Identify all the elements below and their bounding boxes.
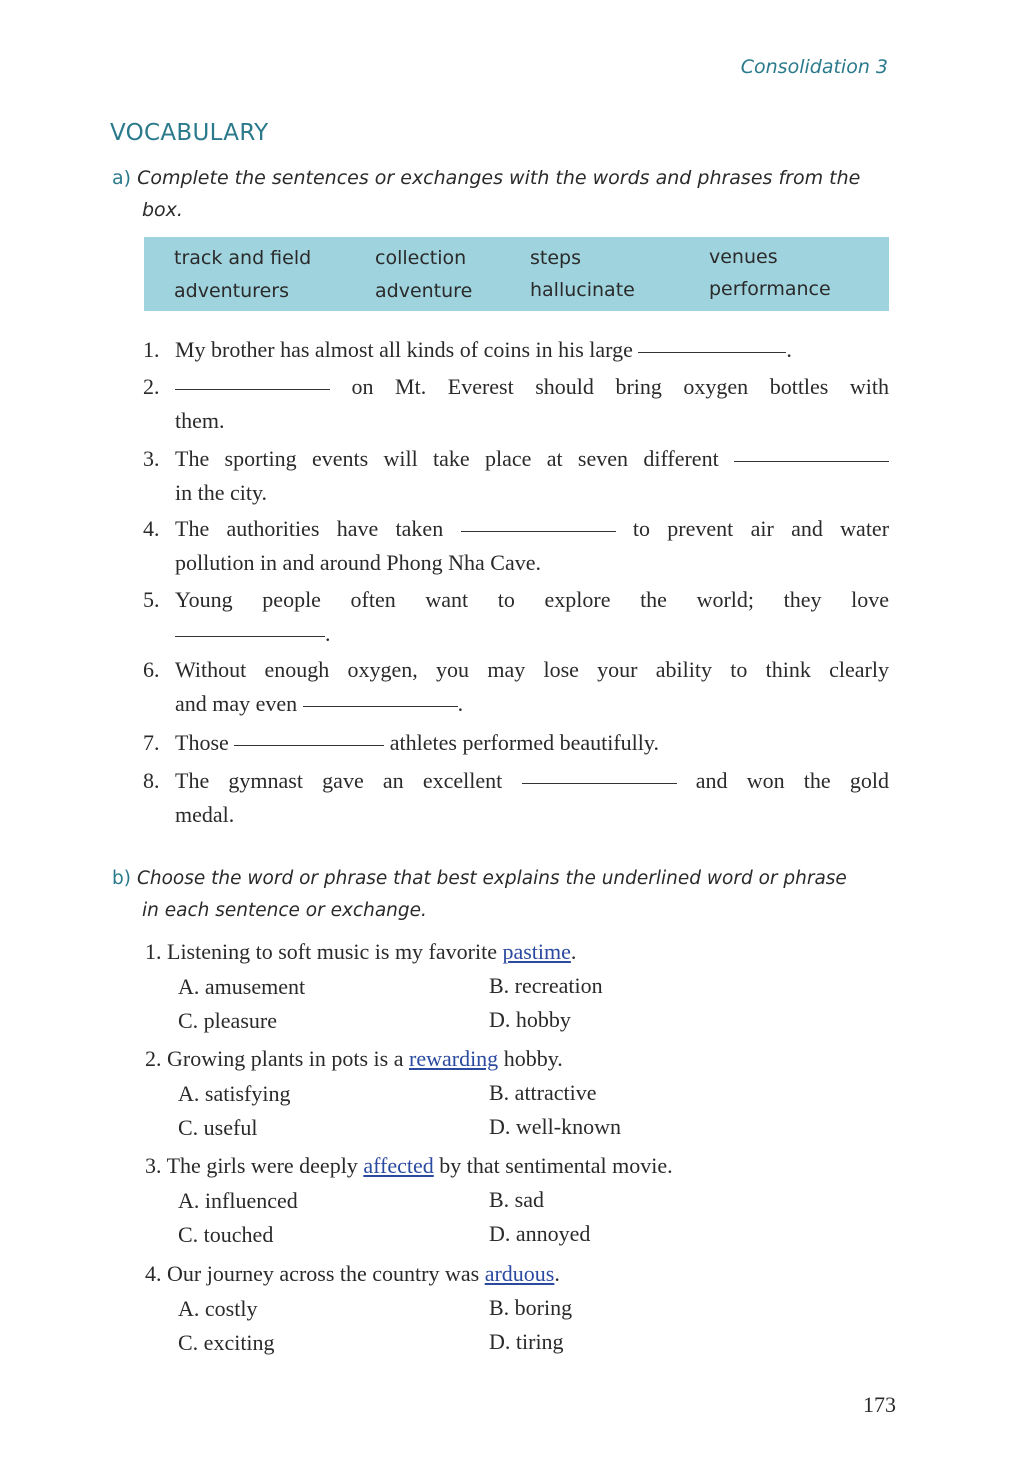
word-box-item: track and field — [174, 247, 312, 269]
question-number: 2. — [145, 1046, 162, 1071]
item-text: . — [786, 337, 792, 362]
item-text: Without enough oxygen, you may lose your ability to think clearly — [175, 657, 889, 682]
option[interactable]: A. satisfying — [178, 1081, 291, 1106]
page-header: Consolidation 3 — [740, 56, 888, 78]
answer-blank[interactable] — [303, 705, 458, 707]
question-text: . — [570, 939, 577, 964]
option[interactable]: B. boring — [489, 1295, 573, 1320]
part-a-instruction-line2: box. — [142, 199, 183, 221]
option[interactable]: B. recreation — [489, 973, 603, 998]
item-number: 5. — [143, 587, 160, 612]
item-text: My brother has almost all kinds of coins in his large — [175, 337, 633, 362]
exercise-item — [143, 333, 889, 367]
item-text: pollution in and around Phong Nha Cave. — [175, 550, 542, 575]
answer-blank[interactable] — [461, 530, 616, 532]
part-b-label: b) — [112, 868, 131, 889]
item-text: . — [457, 691, 464, 716]
question — [145, 1149, 673, 1183]
underlined-word: arduous — [484, 1261, 555, 1286]
item-number: 6. — [143, 657, 160, 682]
exercise-item — [143, 512, 889, 580]
item-text: on Mt. Everest should bring oxygen bottles with — [351, 374, 890, 399]
word-box-item: performance — [709, 278, 831, 300]
item-text: athletes performed beautifully. — [389, 730, 659, 755]
question-number: 4. — [145, 1261, 162, 1286]
item-text: The sporting events will take place at seven different — [175, 446, 719, 471]
exercise-item — [143, 370, 889, 438]
underlined-word: pastime — [502, 939, 571, 964]
part-b-instruction-line1: Choose the word or phrase that best explains the underlined word or phrase — [136, 868, 847, 889]
answer-blank[interactable] — [734, 460, 889, 462]
exercise-item — [143, 653, 889, 721]
word-box-item: collection — [375, 247, 467, 269]
option[interactable]: A. costly — [178, 1296, 258, 1321]
question — [145, 1257, 560, 1291]
question-text: The girls were deeply — [166, 1153, 358, 1178]
option[interactable]: A. influenced — [178, 1188, 298, 1213]
question-text: Our journey across the country was — [167, 1261, 480, 1286]
option[interactable]: A. amusement — [178, 974, 306, 999]
underlined-word: rewarding — [409, 1046, 499, 1071]
item-text: Those — [175, 730, 229, 755]
part-a-instruction-line1: Complete the sentences or exchanges with the words and phrases from the — [137, 167, 861, 189]
option[interactable]: C. touched — [178, 1222, 274, 1247]
item-text: in the city. — [175, 480, 268, 505]
option[interactable]: B. attractive — [489, 1080, 597, 1105]
word-box-item: adventurers — [174, 280, 289, 302]
option[interactable]: D. tiring — [489, 1329, 564, 1354]
option[interactable]: D. well-known — [489, 1114, 621, 1139]
part-b-instruction — [112, 863, 892, 927]
item-text: Young people often want to explore the world; they love — [175, 587, 889, 612]
item-number: 8. — [143, 768, 160, 793]
item-number: 7. — [143, 730, 160, 755]
question-text: . — [554, 1261, 560, 1286]
option[interactable]: C. useful — [178, 1115, 258, 1140]
question-text: Growing plants in pots is a — [167, 1046, 404, 1071]
part-a-label: a) — [112, 167, 132, 189]
exercise-item — [143, 442, 889, 510]
option[interactable]: B. sad — [489, 1187, 544, 1212]
item-text: The gymnast gave an excellent — [175, 768, 503, 793]
option[interactable]: C. pleasure — [178, 1008, 277, 1033]
question — [145, 935, 576, 969]
item-text: medal. — [175, 802, 235, 827]
question-text: hobby. — [498, 1046, 563, 1071]
answer-blank[interactable] — [175, 635, 325, 637]
option[interactable]: D. hobby — [489, 1007, 571, 1032]
question-number: 3. — [145, 1153, 162, 1178]
word-box — [144, 237, 889, 311]
exercise-item — [143, 764, 889, 832]
item-text: to prevent air and water — [632, 516, 890, 541]
item-text: them. — [175, 408, 225, 433]
section-title: VOCABULARY — [110, 120, 269, 146]
answer-blank[interactable] — [522, 782, 677, 784]
option[interactable]: C. exciting — [178, 1330, 275, 1355]
exercise-item — [143, 726, 889, 760]
word-box-item: hallucinate — [530, 279, 635, 301]
underlined-word: affected — [363, 1153, 434, 1178]
question-number: 1. — [145, 939, 162, 964]
item-number: 4. — [143, 516, 160, 541]
answer-blank[interactable] — [175, 388, 330, 390]
question-text: Listening to soft music is my favorite — [167, 939, 497, 964]
word-box-item: steps — [530, 247, 581, 269]
item-text: . — [325, 621, 331, 646]
question — [145, 1042, 563, 1076]
answer-blank[interactable] — [234, 744, 384, 746]
item-number: 2. — [143, 374, 160, 399]
answer-blank[interactable] — [638, 351, 786, 353]
page-number: 173 — [863, 1392, 896, 1417]
word-box-item: venues — [709, 246, 778, 268]
exercise-item — [143, 583, 889, 651]
option[interactable]: D. annoyed — [489, 1221, 591, 1246]
part-a-instruction — [112, 162, 892, 226]
question-text: by that sentimental movie. — [433, 1153, 673, 1178]
item-text: The authorities have taken — [175, 516, 444, 541]
item-text: and may even — [175, 691, 298, 716]
item-text: and won the gold — [695, 768, 890, 793]
word-box-item: adventure — [375, 280, 473, 302]
item-number: 1. — [143, 337, 160, 362]
part-b-instruction-line2: in each sentence or exchange. — [142, 900, 427, 921]
item-number: 3. — [143, 446, 160, 471]
